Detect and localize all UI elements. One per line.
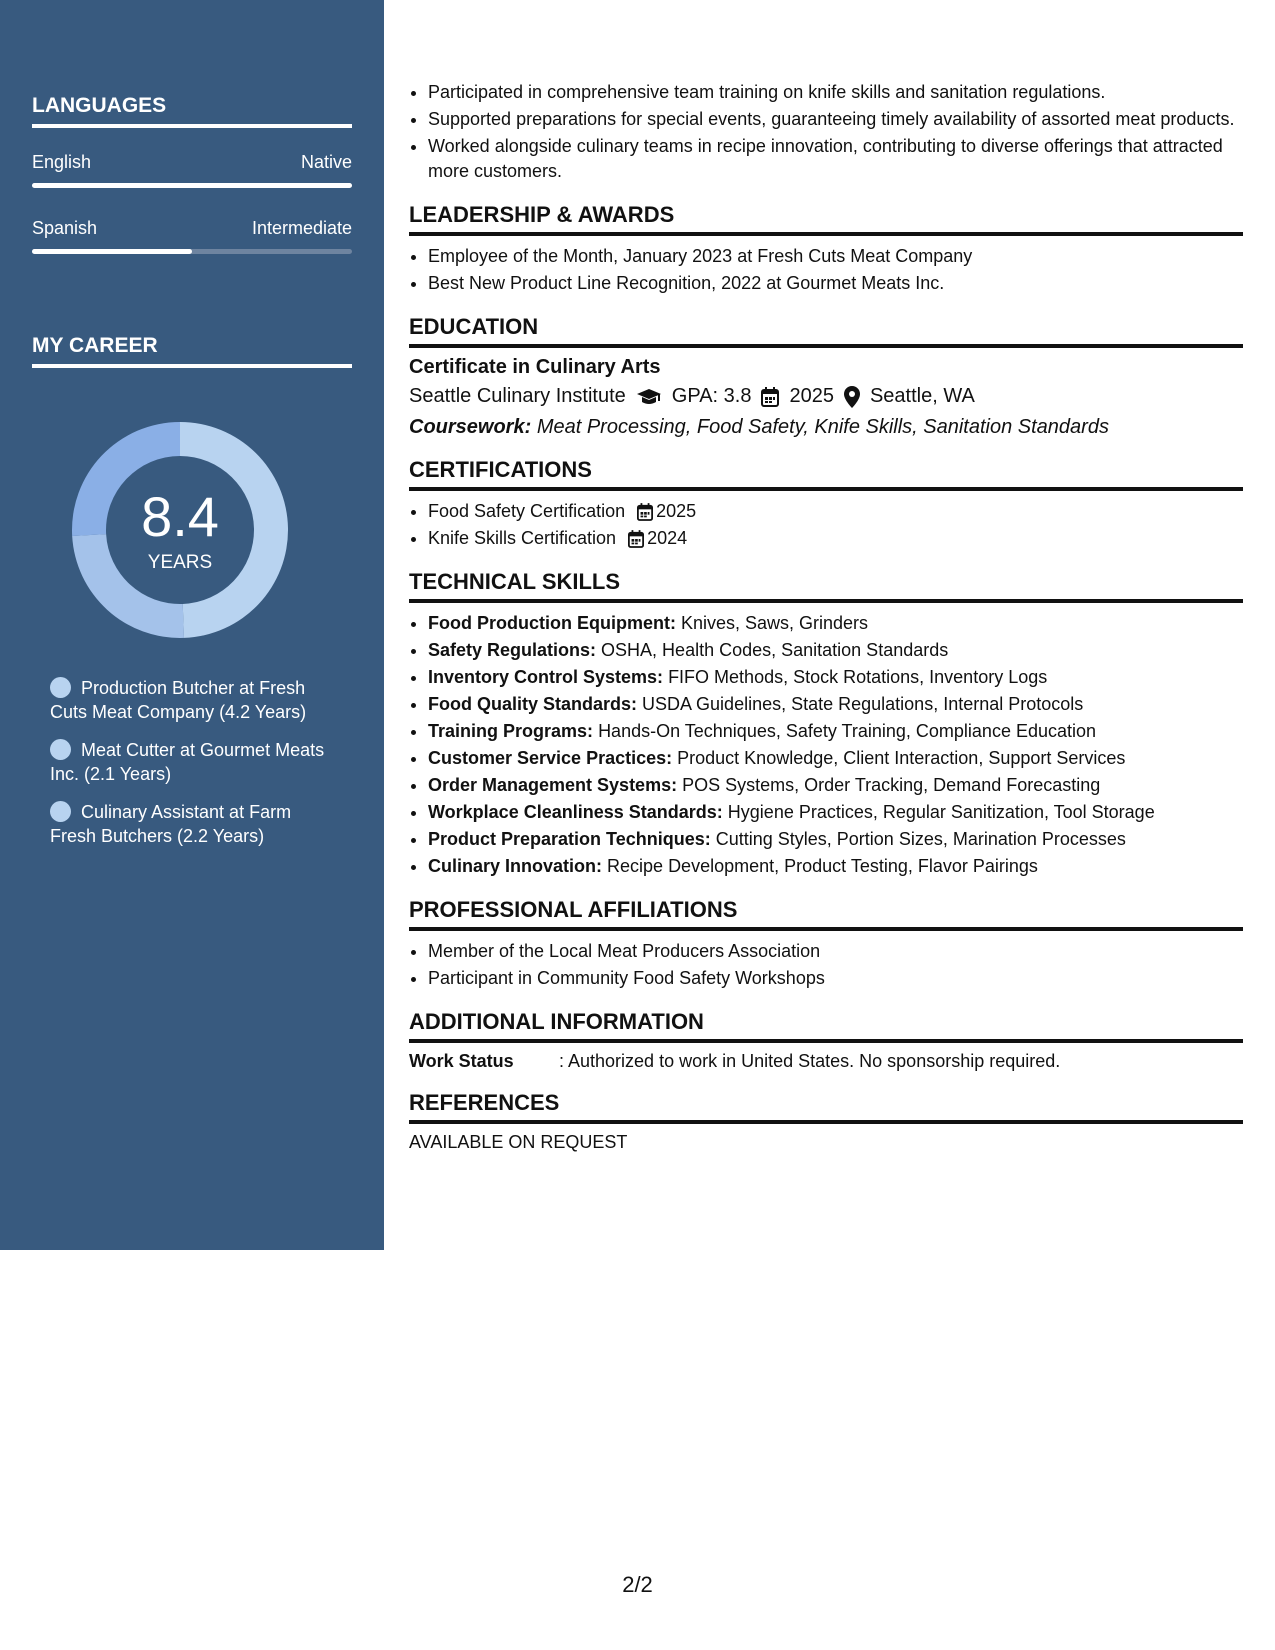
skill-value: Hands-On Techniques, Safety Training, Compliance Education — [598, 721, 1097, 741]
language-bar — [32, 183, 352, 188]
work-status-label: Work Status — [409, 1051, 514, 1071]
skill-item — [428, 800, 1243, 825]
language-name: English — [32, 152, 92, 172]
experience-bullets — [409, 80, 1243, 184]
work-status-row — [409, 1051, 1243, 1072]
affiliations-list — [409, 939, 1243, 991]
language-level: Native — [300, 152, 352, 172]
sidebar — [0, 0, 384, 1250]
skill-item — [428, 611, 1243, 636]
language-name: Spanish — [32, 218, 98, 238]
skill-item — [428, 854, 1243, 879]
language-bar — [32, 249, 352, 254]
skill-label: Workplace Cleanliness Standards: — [428, 802, 723, 822]
language-bar-fill — [32, 249, 192, 254]
skill-label: Safety Regulations: — [428, 640, 597, 660]
calendar-icon — [761, 387, 779, 407]
donut-segment-2 — [72, 534, 184, 638]
affiliations-title: PROFESSIONAL AFFILIATIONS — [409, 897, 1243, 931]
skill-label: Order Management Systems: — [428, 775, 678, 795]
certification-item — [428, 526, 1243, 551]
page-number: 2/2 — [622, 1572, 653, 1597]
skill-item — [428, 692, 1243, 717]
career-title: MY CAREER — [32, 334, 352, 368]
language-bar-fill — [32, 183, 352, 188]
skill-label: Product Preparation Techniques: — [428, 829, 711, 849]
calendar-icon — [628, 530, 644, 548]
experience-bullet: • Participated in comprehensive team training on knife skills and sanitation regulations. — [428, 80, 1243, 105]
languages-title: LANGUAGES — [32, 94, 352, 128]
certifications-list — [409, 499, 1243, 551]
career-item — [50, 676, 340, 724]
awards-title: LEADERSHIP & AWARDS — [409, 202, 1243, 236]
skill-label: Inventory Control Systems: — [428, 667, 664, 687]
skill-label: Customer Service Practices: — [428, 748, 673, 768]
skill-item — [428, 827, 1243, 852]
skill-value: FIFO Methods, Stock Rotations, Inventory Logs — [668, 667, 1048, 687]
career-item-label: Production Butcher at Fresh Cuts Meat Company (4.2 Years) — [50, 678, 307, 722]
certification-name: • Food Safety Certification — [428, 501, 626, 521]
education-title: EDUCATION — [409, 314, 1243, 348]
skill-value: POS Systems, Order Tracking, Demand Forecasting — [682, 775, 1101, 795]
career-item — [50, 800, 340, 848]
experience-bullet: • Supported preparations for special events, guaranteeing timely availability of assorted meat products. — [428, 107, 1243, 132]
career-total-value: 8.4 — [141, 485, 219, 548]
education-degree: Certificate in Culinary Arts — [409, 356, 661, 378]
main-content — [409, 80, 1243, 1153]
certifications-title: CERTIFICATIONS — [409, 457, 1243, 491]
career-dot-icon — [50, 801, 71, 822]
affiliation-item: • Member of the Local Meat Producers Association — [428, 939, 1243, 964]
language-row — [32, 218, 352, 239]
skill-value: Recipe Development, Product Testing, Flavor Pairings — [607, 856, 1038, 876]
skill-item — [428, 665, 1243, 690]
career-donut-chart — [66, 416, 294, 644]
career-item-label: Meat Cutter at Gourmet Meats Inc. (2.1 Years) — [50, 740, 325, 784]
languages-list — [32, 152, 352, 254]
education-school: Seattle Culinary Institute — [409, 385, 626, 407]
certification-year: 2024 — [647, 528, 688, 548]
awards-list — [409, 244, 1243, 296]
certification-year: 2025 — [656, 501, 697, 521]
education-gpa: GPA: 3.8 — [671, 385, 752, 407]
education-year: 2025 — [789, 385, 834, 407]
skills-list — [409, 611, 1243, 879]
skill-label: Food Production Equipment: — [428, 613, 676, 633]
skill-label: Training Programs: — [428, 721, 594, 741]
career-total-unit: YEARS — [147, 552, 213, 573]
skill-item — [428, 746, 1243, 771]
skill-value: Knives, Saws, Grinders — [680, 613, 869, 633]
skill-value: USDA Guidelines, State Regulations, Internal Protocols — [642, 694, 1084, 714]
coursework-text: Meat Processing, Food Safety, Knife Skills, Sanitation Standards — [536, 416, 1109, 438]
additional-title: ADDITIONAL INFORMATION — [409, 1009, 1243, 1043]
career-section — [32, 334, 352, 368]
affiliation-item: • Participant in Community Food Safety Workshops — [428, 966, 1243, 991]
languages-section — [32, 94, 352, 254]
experience-bullet: • Worked alongside culinary teams in recipe innovation, contributing to diverse offerings that attracted more customers. — [428, 134, 1243, 184]
references-text: AVAILABLE ON REQUEST — [409, 1132, 628, 1152]
work-status-value: : Authorized to work in United States. No sponsorship required. — [559, 1051, 1061, 1071]
skill-item — [428, 719, 1243, 744]
skill-item — [428, 773, 1243, 798]
language-level: Intermediate — [251, 218, 352, 238]
skill-label: Culinary Innovation: — [428, 856, 603, 876]
language-row — [32, 152, 352, 173]
certification-name: • Knife Skills Certification — [428, 528, 617, 548]
career-item — [50, 738, 340, 786]
award-item: • Employee of the Month, January 2023 at Fresh Cuts Meat Company — [428, 244, 1243, 269]
certification-row — [428, 526, 1243, 551]
education-coursework — [409, 416, 1243, 439]
graduation-cap-icon — [636, 388, 662, 406]
coursework-label: Coursework: — [409, 416, 532, 438]
location-pin-icon — [844, 386, 860, 408]
certification-row — [428, 499, 1243, 524]
skill-value: Product Knowledge, Client Interaction, Support Services — [677, 748, 1126, 768]
skill-value: Hygiene Practices, Regular Sanitization, Tool Storage — [727, 802, 1155, 822]
certification-item — [428, 499, 1243, 524]
career-dot-icon — [50, 677, 71, 698]
education-details — [409, 385, 1243, 408]
career-dot-icon — [50, 739, 71, 760]
award-item: • Best New Product Line Recognition, 2022 at Gourmet Meats Inc. — [428, 271, 1243, 296]
career-legend — [50, 676, 340, 862]
calendar-icon — [637, 503, 653, 521]
references-title: REFERENCES — [409, 1090, 1243, 1124]
skill-item — [428, 638, 1243, 663]
skills-title: TECHNICAL SKILLS — [409, 569, 1243, 603]
skill-value: Cutting Styles, Portion Sizes, Marination Processes — [715, 829, 1126, 849]
skill-label: Food Quality Standards: — [428, 694, 638, 714]
skill-value: OSHA, Health Codes, Sanitation Standards — [601, 640, 949, 660]
career-item-label: Culinary Assistant at Farm Fresh Butchers (2.2 Years) — [50, 802, 292, 846]
education-location: Seattle, WA — [869, 385, 975, 407]
